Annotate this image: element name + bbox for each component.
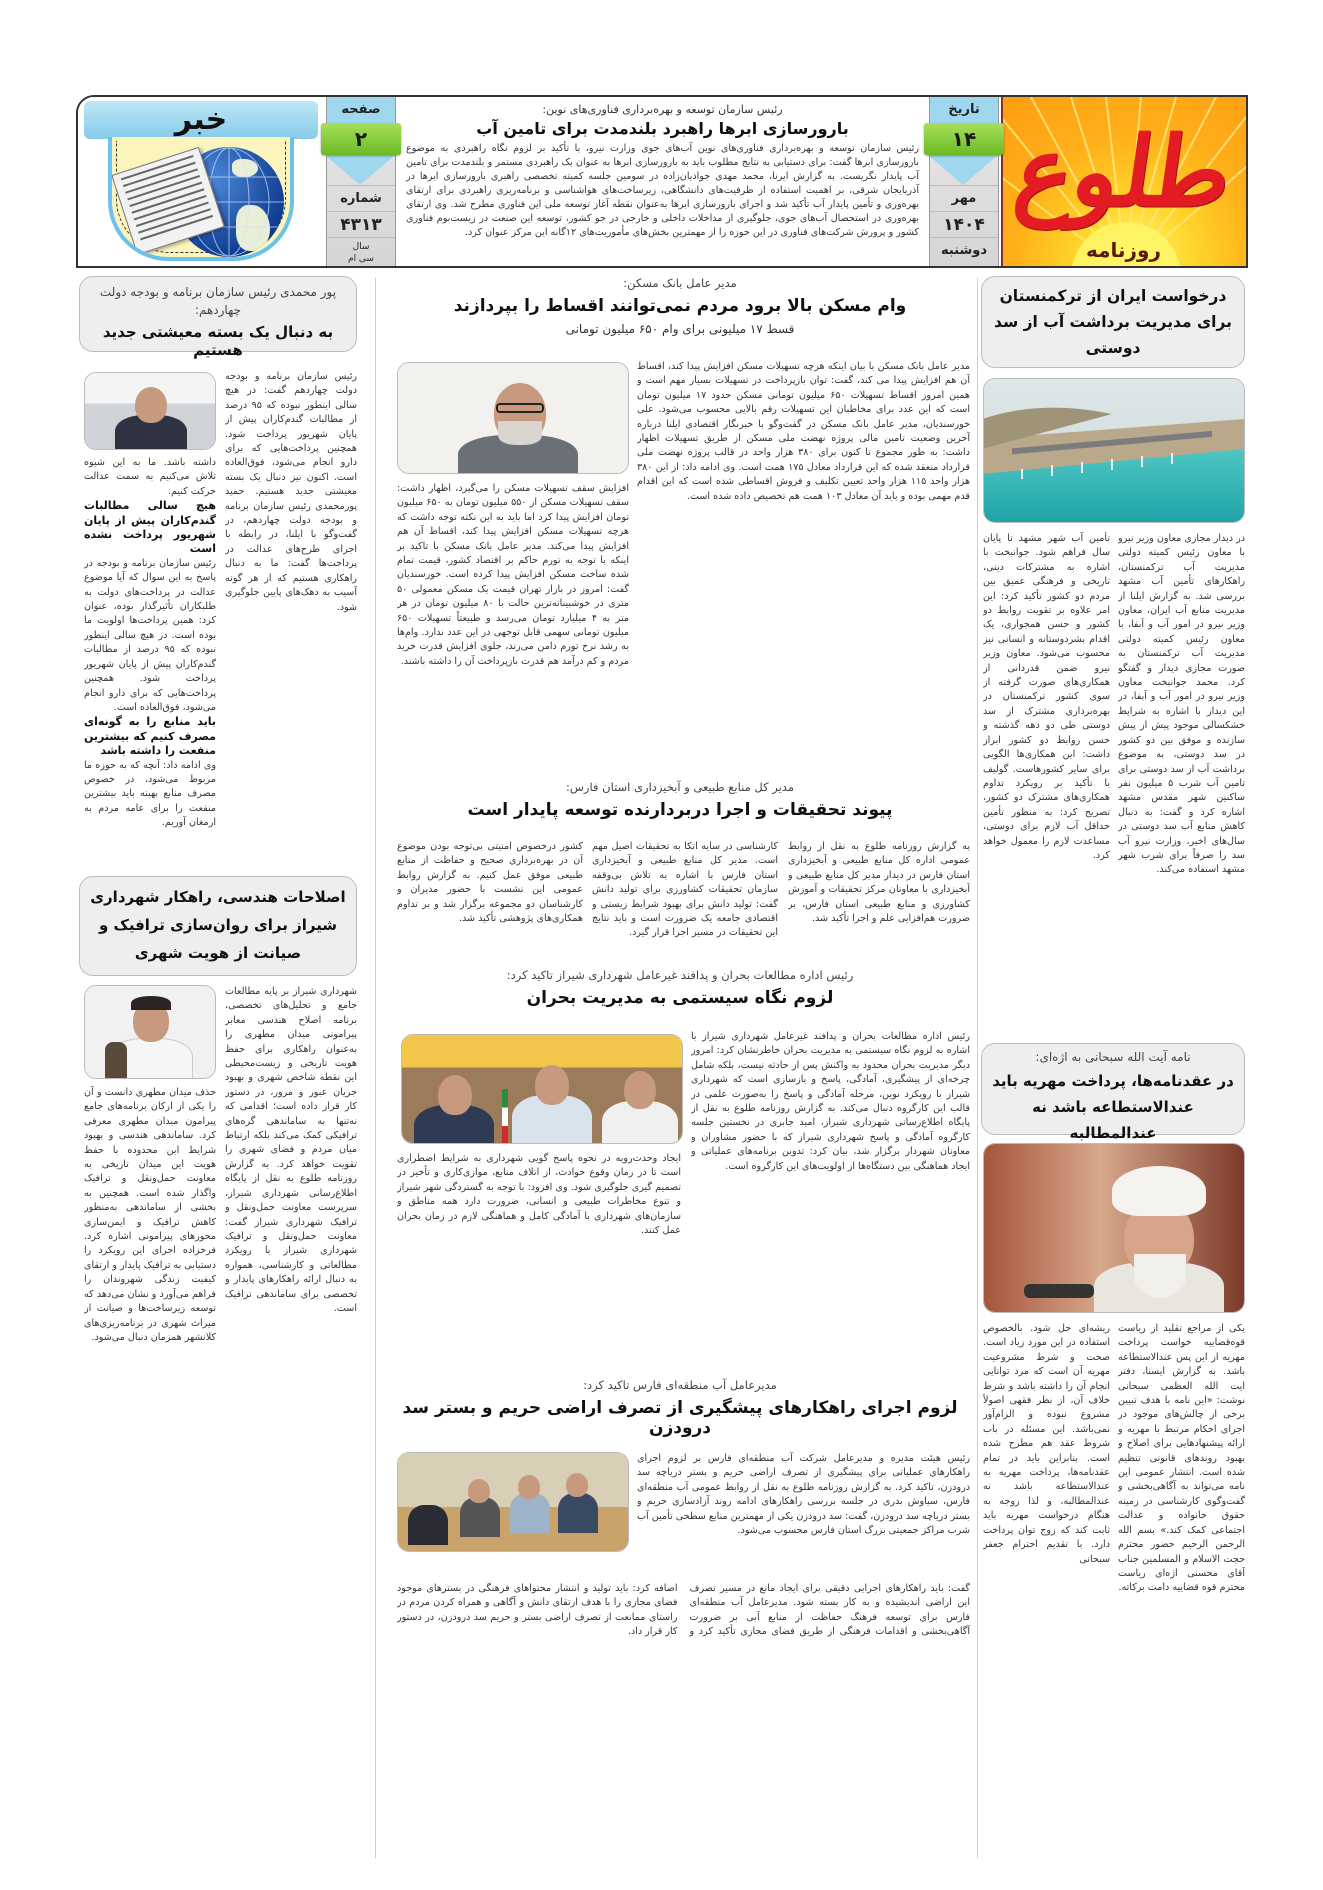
natural-resources-col-a: به گزارش روزنامه طلوع به نقل از روابط عمومی اداره کل منابع طبیعی و آبخیزداری استان فارس در دیدار مدیر کل منابع طبیعی و آبخیزداری با معاونان مرکز تحقیقات و آموزش کشاورزی و منابع طبیعی استان فارس، بر ضرورت هم‌افزایی علم و اجرا تأکید شد. [788,841,970,925]
logo-subtitle: روزنامه [1086,238,1161,262]
mahriyeh-col-a: یکی از مراجع تقلید از ریاست قوه‌قضاییه خواست پرداخت مهریه از این پس عندالاستطاعه باشد. به گزارش ایسنا، دفتر ایت الله العظمی سبحانی نوشت: «این نامه با هدف تبیین برخی از چالش‌های موجود در اجرای احکام مرتبط با مهریه و ارائه پیشنهادهایی برای اصلاح و بهبود روندهای قانونی تنظیم شده است. انتشار عمومی این نامه می‌تواند به آگاهی‌بخشی و گفت‌وگوی کارشناسی در زمینه حقوق خانواده و عدالت اجتماعی کمک کند.» بسم الله الرحمن الرحیم حضور محترم حجت الاسلام و المسلمین جناب آقای محسنی اژه‌ای ریاست محترم قوه قضاییه دامت برکاته. [1118,1323,1245,1594]
turkmenistan-title-box [981,276,1245,368]
budget-col-a: رئیس سازمان برنامه و بودجه دولت چهاردهم گفت: در هیچ سالی اینطور نبوده که ۹۵ درصد از مطالبات گندم‌کاران پیش از پایان شهریور پرداخت شود. همچنین پرداخت‌هایی که برای دارو انجام می‌شود، فوق‌العاده است. اکنون نیز دنبال یک بسته معیشتی جدید هستیم. حمید پورمحمدی رئیس سازمان برنامه و بودجه دولت چهاردهم، در گفت‌وگو با ایلنا، در رابطه با اجرای طرح‌های عدالت در پرداخت‌ها گفت: ما به دنبال راهکاری هستیم که از هر گونه آسیب به دهک‌های پایین جلوگیری شود. [225,371,357,613]
crisis-col-b: ایجاد وحدت‌رویه در نحوه پاسخ گویی شهرداری به شرایط اضطراری است تا در زمان وقوع حوادث، از اتلاف منابع، موازی‌کاری و تأخیر در تصمیم گیری جلوگیری شود. وی افزود: با توجه به گستردگی شهر شیراز و تنوع مخاطرات طبیعی و انسانی، ضرورت دارد همه مناطق و سازمان‌های شهرداری با آمادگی کامل و هماهنگی لازم در زمان بحران عمل کنند. [397,1153,681,1237]
lead-body: رئیس سازمان توسعه و بهره‌برداری فناوری‌های نوین آب‌های جوی وزارت نیرو، با تأکید بر لزوم نگاه راهبردی به موضوع بارورسازی ابرها گفت: برای دستیابی به نتایج مطلوب باید به بارورسازی ابرها به عنوان یک راهبردی مستمر و بلندمدت برای تامین آب پایدار نگریست. به گزارش ایرنا، محمد مهدی جوادیان‌زاده در سومین جلسه کمیته تخصصی راهبری بارورسازی ابرها در آذربایجان شرقی، بر اهمیت استفاده از ظرفیت‌های دانشگاهی، زیرساخت‌های هواشناسی و برنامه‌ریزی راهبردی برای ارتقای بهره‌وری و تأمین پایدار آب تأکید شد و اجرای بارورسازی ابرها به‌عنوان نقطه آغاز توسعه ملی این فناوری مطرح شد. وی ارتقای بهره‌وری در استحصال آب‌های جوی، جلوگیری از مداخلات داخلی و خارجی در جو کشور، توسعه این صنعت در زیست‌بوم فناوری کشور و پرورش شرکت‌های فناوری در این حوزه را از مهمترین بخش‌های مأموریت‌های ۱۲گانه این مرکز عنوان کرد. [406,143,919,238]
issue-label: شماره [327,185,395,211]
turkmenistan-col-b: تأمین آب شهر مشهد تا پایان سال فراهم شود. جوانبخت با اشاره به مشترکات دینی، تاریخی و فرهنگی عمیق بین مردم دو کشور تأکید کرد: این امر علاوه بر تقویت روابط دو کشور و حسن همجواری، یک اقدام بشردوستانه و انسانی نیز محسوب می‌شود. معاون وزیر نیرو ضمن قدردانی از همکاری‌های صورت گرفته از سوی کشور ترکمنستان در بهره‌برداری مشترک از سد دوستی طی دو دهه گذشته و حسن روابط دو کشور ابراز داشت: این همکاری‌ها الگویی برای سایر کشورهاست. گولیف با تأکید بر رویکرد تداوم همکاری‌های مشترک دو کشور، تصریح کرد: به منظور تأمین حداقل آب لازم برای دوستی، مساعدت لازم را معمول خواهد کرد. [983,533,1110,861]
natural-resources-col-c: کشور درخصوص امنیتی بی‌توجه بودن موضوع آن در بهره‌برداری صحیح و حفاظت از منابع طبیعی موفق عمل کنیم. به گزارش روابط عمومی این نشست با حضور مدیران و کارشناسان دو مجموعه برگزار شد و بر تداوم همکاری‌های پژوهشی تأکید شد. [397,841,583,925]
mahriyeh-headline[interactable]: در عقدنامه‌ها، پرداخت مهریه باید عندالاستطاعه باشد نه عندالمطالبه [992,1072,1234,1142]
date-month: مهر [930,185,998,211]
crisis-col-a: رئیس اداره مطالعات بحران و پدافند غیرعامل شهرداری شیراز با اشاره به لزوم نگاه سیستمی به مدیریت بحران خاطرنشان کرد: امروز دیگر مدیریت بحران محدود به واکنش پس از حادثه نیست، بلکه شامل چرخه‌ای از پیشگیری، آمادگی، پاسخ و بازسازی است که شهرداری شیراز با رویکرد نوین، مرحله آمادگی و پاسخ را به‌صورت علمی در قالب این کارگروه دنبال می‌کند. به گزارش روزنامه طلوع به نقل از پایگاه اطلاع‌رسانی شهرداری شیراز، امید جابری در نخستین جلسه کارگروه آمادگی و پاسخ شهرداری شیراز که با حضور مشاوران و معاونان شهردار برگزار شد، بیان کرد: تدوین برنامه‌های عملیاتی و ایجاد هماهنگی بین دستگاه‌ها از اولویت‌های این کارگروه است. [691,1031,970,1172]
natural-resources-kicker: مدیر کل منابع طبیعی و آبخیزداری استان فارس: [566,780,794,794]
masthead [76,95,1248,268]
budget-col-b-intro: داشته باشد. ما به این شیوه تلاش می‌کنیم به سمت عدالت حرکت کنیم. [84,457,216,497]
ayatollah-photo [983,1143,1245,1313]
arrow-down-icon [928,155,998,185]
natural-resources-col-b: کارشناسی در سایه اتکا به تحقیقات اصیل مهم است. مدیر کل منابع طبیعی و آبخیزداری استان فارس با اشاره به تلاش بی‌وقفه سازمان تحقیقات کشاورزی برای تولید دانش گفت: تولید دانش برای بهبود شرایط زیستی و اقتصادی جامعه یک ضرورت است و باید نتایج این تحقیقات در مسیر اجرا قرار گیرد. [592,841,778,939]
budget-col-b-end: وی ادامه داد: آنچه که به حوزه ما مربوط می‌شود، در خصوص مصرف منابع بهینه باید بیشترین منفعت را برای عامه مردم به ارمغان آوریم. [84,759,216,829]
date-year: ۱۴۰۴ [930,211,998,237]
darodzan-headline[interactable]: لزوم اجرای راهکارهای پیشگیری از تصرف اراضی حریم و بستر سد درودزن [402,1398,958,1438]
section-title: خبر [84,101,318,139]
issue-panel [326,97,396,266]
traffic-col-b: حذف میدان مطهری دانست و آن را یکی از ارکان برنامه‌های جامع پیرامون میدان مطهری معرفی کرد. ساماندهی هندسی و بهبود شرایط این محدوده با حفظ هویت این میدان تاریخی به معاونت حمل‌ونقل و ترافیک واگذار شده است. همچنین به بخشی از ساماندهی به‌منظور کاهش ترافیک و ایمن‌سازی محورهای پیرامونی اشاره کرد. فرخزاده اجرای این رویکرد را دستیابی به ترافیک پایدار و ارتقای کیفیت زندگی شهروندان را فراهم می‌آورد و نشان می‌دهد که توسعه زیرساخت‌ها و صیانت از میراث شهری در برنامه‌ریزی‌های کلانشهر همزمان دنبال می‌شود. [84,1087,216,1343]
publication-year [327,237,395,267]
budget-highlight-2: باید منابع را به گونه‌ای مصرف کنیم که بیشترین منفعت را داشته باشد [84,715,216,758]
traffic-title-box [79,876,357,976]
news-section-emblem [78,97,324,266]
budget-kicker: پور محمدی رئیس سازمان برنامه و بودجه دولت چهاردهم: [99,285,337,317]
scroll-frame [108,137,294,261]
mahriyeh-col-b: ریشه‌ای حل شود. بالخصوص استفاده در این مورد زیاد است. صحت و شرط مشروعیت مهریه آن است که مرد توانایی انجام آن را داشته باشد و شرط خلاف آن، از نظر فقهی اصولاً مشروع نبوده و الزام‌آور نمی‌باشد. این مسئله در باب شروط عقد هم مطرح شده است. بنابراین باید در تمام عقدنامه‌ها، پرداخت مهریه به عندالاستطاعه باشد نه عندالمطالبه، و لذا زوجه به هنگام درخواست مهریه باید ثابت کند که زوج توان پرداخت دارد. با تقدیم احترام جعفر سبحانی [983,1323,1110,1565]
year-label: سال [352,242,370,252]
mahriyeh-title-box [981,1043,1245,1142]
mahriyeh-kicker: نامه آیت الله سبحانی به اژه‌ای: [1035,1050,1191,1064]
housing-headline[interactable]: وام مسکن بالا برود مردم نمی‌توانند اقساط را بپردازند [453,296,907,316]
housing-col-a: مدیر عامل بانک مسکن با بیان اینکه هرچه تسهیلات مسکن افزایش پیدا کند، اقساط آن هم افزایش پیدا می کند، گفت: توان بازپرداخت در تسهیلات بسیار مهم است و همین امروز اقساط تسهیلات ۶۵۰ میلیون تومانی مسکن حدود ۱۷ میلیون تومان است که این عدد برای مخاطبان این تسهیلات رقم بالایی محسوب می‌شود. علی خورسندیان، مدیر عامل بانک مسکن در گفت‌وگو با خبرنگار اقتصادی ایلنا درباره آخرین وضعیت تامین مالی پروژه نهضت ملی مسکن از طریق تسهیلات اظهار داشت: به طور مجموع تا کنون برای ۳۸۰ هزار واحد در قالب پروژه نهضت ملی قرارداد منعقد شده که این قرارداد معادل ۱۷۵ همت است. وی ادامه داد: از این ۳۸۰ هزار واحد ۱۱۵ هزار واحد تعیین تکلیف و فروش اقساطی شده است که این اقدام قدم مهمی بوده و باید آن معادل ۱۰۳ همت هم تخصیص داده شده است. [637,361,970,502]
natural-resources-headline[interactable]: پیوند تحقیقات و اجرا دربردارنده توسعه پایدار است [467,800,893,820]
housing-subheadline: قسط ۱۷ میلیونی برای وام ۶۵۰ میلیون تومانی [565,322,795,336]
crisis-headline[interactable]: لزوم نگاه سیستمی به مدیریت بحران [526,988,834,1008]
budget-title-box [79,276,357,359]
date-panel [929,97,999,266]
bank-ceo-photo [397,362,629,474]
lead-article [398,97,927,266]
budget-highlight: هیچ سالی مطالبات گندم‌کاران پیش از پایان شهریور پرداخت نشده است [84,499,216,556]
housing-kicker: مدیر عامل بانک مسکن: [623,276,737,290]
date-label: تاریخ [930,97,998,123]
crisis-kicker: رئیس اداره مطالعات بحران و پدافند غیرعامل شهرداری شیراز تاکید کرد: [506,968,854,982]
column-divider [375,278,376,1858]
budget-chief-photo [84,372,216,450]
budget-col-b [84,456,216,860]
housing-col-b: افزایش سقف تسهیلات مسکن را می‌گیرد، اظهار داشت: سقف تسهیلات مسکن از ۵۵۰ میلیون تومان به ۶۵۰ میلیون تومان افزایش پیدا کرد اما باید به این نکته توجه داشت که هرچه تسهیلات مسکن افزایش پیدا کند، اقساط آن هم افزایش پیدا می‌کند. مدیر عامل بانک مسکن با تاکید بر اینکه با توجه به تورم حاکم بر اقتصاد کشور، قیمت تمام شده ساخت مسکن افزایش پیدا کرده است. خورسندیان گفت: امروز در بازار تهران قیمت یک مسکن معمولی ۵۰ متری در خوشبینانه‌ترین حالت با ۸۰ میلیون تومان در هر متر به ۴ میلیارد تومان می‌رسد و طبیعتاً تسهیلات ۶۵۰ میلیون تومانی سهمی قابل توجهی در این عدد ندارد. وام‌ها به رشد نرخ تورم دامن می‌زند، جلوی افزایش قدرت خرید مردم و کم درآمد هم قدرت بازپرداخت آن را داشته باشند. [397,483,629,667]
logo-title: طلوع [1008,115,1240,228]
meeting-photo [401,1034,683,1144]
darodzan-col-a: رئیس هیئت مدیره و مدیرعامل شرکت آب منطقه‌ای فارس بر لزوم اجرای راهکارهای عملیاتی برای پیشگیری از تصرف اراضی حریم و بستر دریاچه سد درودزن، تاکید کرد. به گزارش روزنامه طلوع به نقل از روابط عمومی آب منطقه‌ای فارس، سیاوش بدری در جلسه بررسی راهکارهای ادامه روند آزادسازی حریم و بستر دریاچه سد درودزن، گفت: سد درودزن یکی از مهمترین منابع سطحی تأمین آب شرب مراکز جمعیتی بزرگ استان فارس محسوب می‌شود. [637,1453,970,1537]
date-day: ۱۴ [924,123,1004,155]
newspaper-logo [1001,97,1246,266]
column-divider [977,278,978,1858]
budget-col-b-body: رئیس سازمان برنامه و بودجه در پاسخ به این سوال که آیا موضوع عدالت در پرداخت‌های دولت به طلبکاران تأثیرگذار بوده، عنوان کرد: همین پرداخت‌ها اولویت ما بوده است. در هیچ سالی اینطور نبوده که ۹۵ درصد از مطالبات گندم‌کاران پیش از پایان شهریور پرداخت شود. همچنین پرداخت‌هایی که برای دارو انجام می‌شود، فوق‌العاده است. [84,557,216,713]
crisis-header [390,968,970,1008]
turkmenistan-headline[interactable]: درخواست ایران از ترکمنستان برای مدیریت برداشت آب از سد دوستی [994,287,1232,357]
darodzan-header [390,1378,970,1438]
darodzan-kicker: مدیرعامل آب منطقه‌ای فارس تاکید کرد: [583,1378,777,1392]
lead-headline[interactable]: بارورسازی ابرها راهبرد بلندمدت برای تامین آب [476,119,849,138]
year-value: سی ام [348,254,374,264]
dam-photo [983,378,1245,523]
darodzan-col-b: گفت: باید راهکارهای اجرایی دقیقی برای ایجاد مانع در مسیر تصرف این اراضی اندیشیده و به کار بسته شود. مدیرعامل آب منطقه‌ای فارس برای توسعه فرهنگ حفاظت از منابع آبی بر ضرورت آگاهی‌بخشی و اقدامات فرهنگی از طریق فضای مجازی تأکید کرد و اضافه کرد: باید تولید و انتشار محتواهای فرهنگی در بسترهای موجود فضای مجازی را با هدف ارتقای دانش و آگاهی و همراه کردن مردم در راستای ممانعت از تصرف اراضی بستر و حریم سد درودزن، در دستور کار قرار داد. [397,1583,970,1638]
traffic-col-a: شهرداری شیراز بر پایه مطالعات جامع و تحلیل‌های تخصصی، برنامه اصلاح هندسی معابر پیرامونی میدان مطهری را به‌عنوان راهکاری برای حفظ هویت تاریخی و زیست‌محیطی این نقطه شاخص شهری و بهبود جریان عبور و مرور، در دستور کار قرار داده است؛ اقدامی که نه‌تنها به ساماندهی گره‌های ترافیکی کمک می‌کند بلکه ارتباط میان مردم و فضای شهری را تقویت خواهد کرد. به گزارش روزنامه طلوع به نقل از پایگاه اطلاع‌رسانی شهرداری شیراز، سرپرست معاونت حمل‌ونقل و ترافیک شهرداری شیراز گفت: معاونت حمل‌ونقل و ترافیک شهرداری شیراز با رویکرد مطالعاتی و کارشناسی، همواره به دنبال ارائه راهکارهای پایدار و تخصصی برای ساماندهی ترافیک است. [225,986,357,1314]
page-number: ۲ [321,123,401,155]
municipal-official-photo [84,985,216,1079]
arrow-down-icon [325,155,395,185]
dam-image [983,379,1244,523]
budget-headline[interactable]: به دنبال یک بسته معیشتی جدید هستیم [102,323,334,359]
housing-loan-header [390,276,970,336]
issue-number: ۴۳۱۳ [327,211,395,237]
lead-kicker: رئیس سازمان توسعه و بهره‌برداری فناوری‌های نوین: [542,103,783,116]
date-weekday: دوشنبه [930,237,998,263]
turkmenistan-col-a: در دیدار مجازی معاون وزیر نیرو با معاون رئیس کمیته دولتی مدیریت آب ترکمنستان، راهکارهای تأمین آب مشهد بررسی شد. به گزارش ایلنا از مدیریت منابع آب ایران، معاون وزیر نیرو در امور آب و آبفا، با معاون رئیس کمیته دولتی مدیریت آب ترکمنستان به صورت مجازی دیدار و گفتگو کرد. محمد جوانبخت معاون وزیر نیرو در امور آب و آبفا، در این دیدار با اشاره به شرایط خشکسالی موجود پیش از پیش سازنده و موفق بین دو کشور در سد دوستی، به موضوع برداشت آب از سد دوستی برای تامین آب شرب ۵ میلیون نفر ساکنین شهر مقدس مشهد اشاره کرد و گفت: به دنبال کاهش منابع آب سد دوستی در سال‌های اخیر، وزارت نیرو آب سد را صرفاً برای شرب شهر مشهد استفاده می‌کند. [1118,533,1245,876]
natural-resources-header [390,780,970,820]
page-label: صفحه [327,97,395,123]
water-meeting-photo [397,1452,629,1552]
traffic-headline[interactable]: اصلاحات هندسی، راهکار شهرداری شیراز برای روان‌سازی ترافیک و صیانت از هویت شهری [90,888,346,962]
